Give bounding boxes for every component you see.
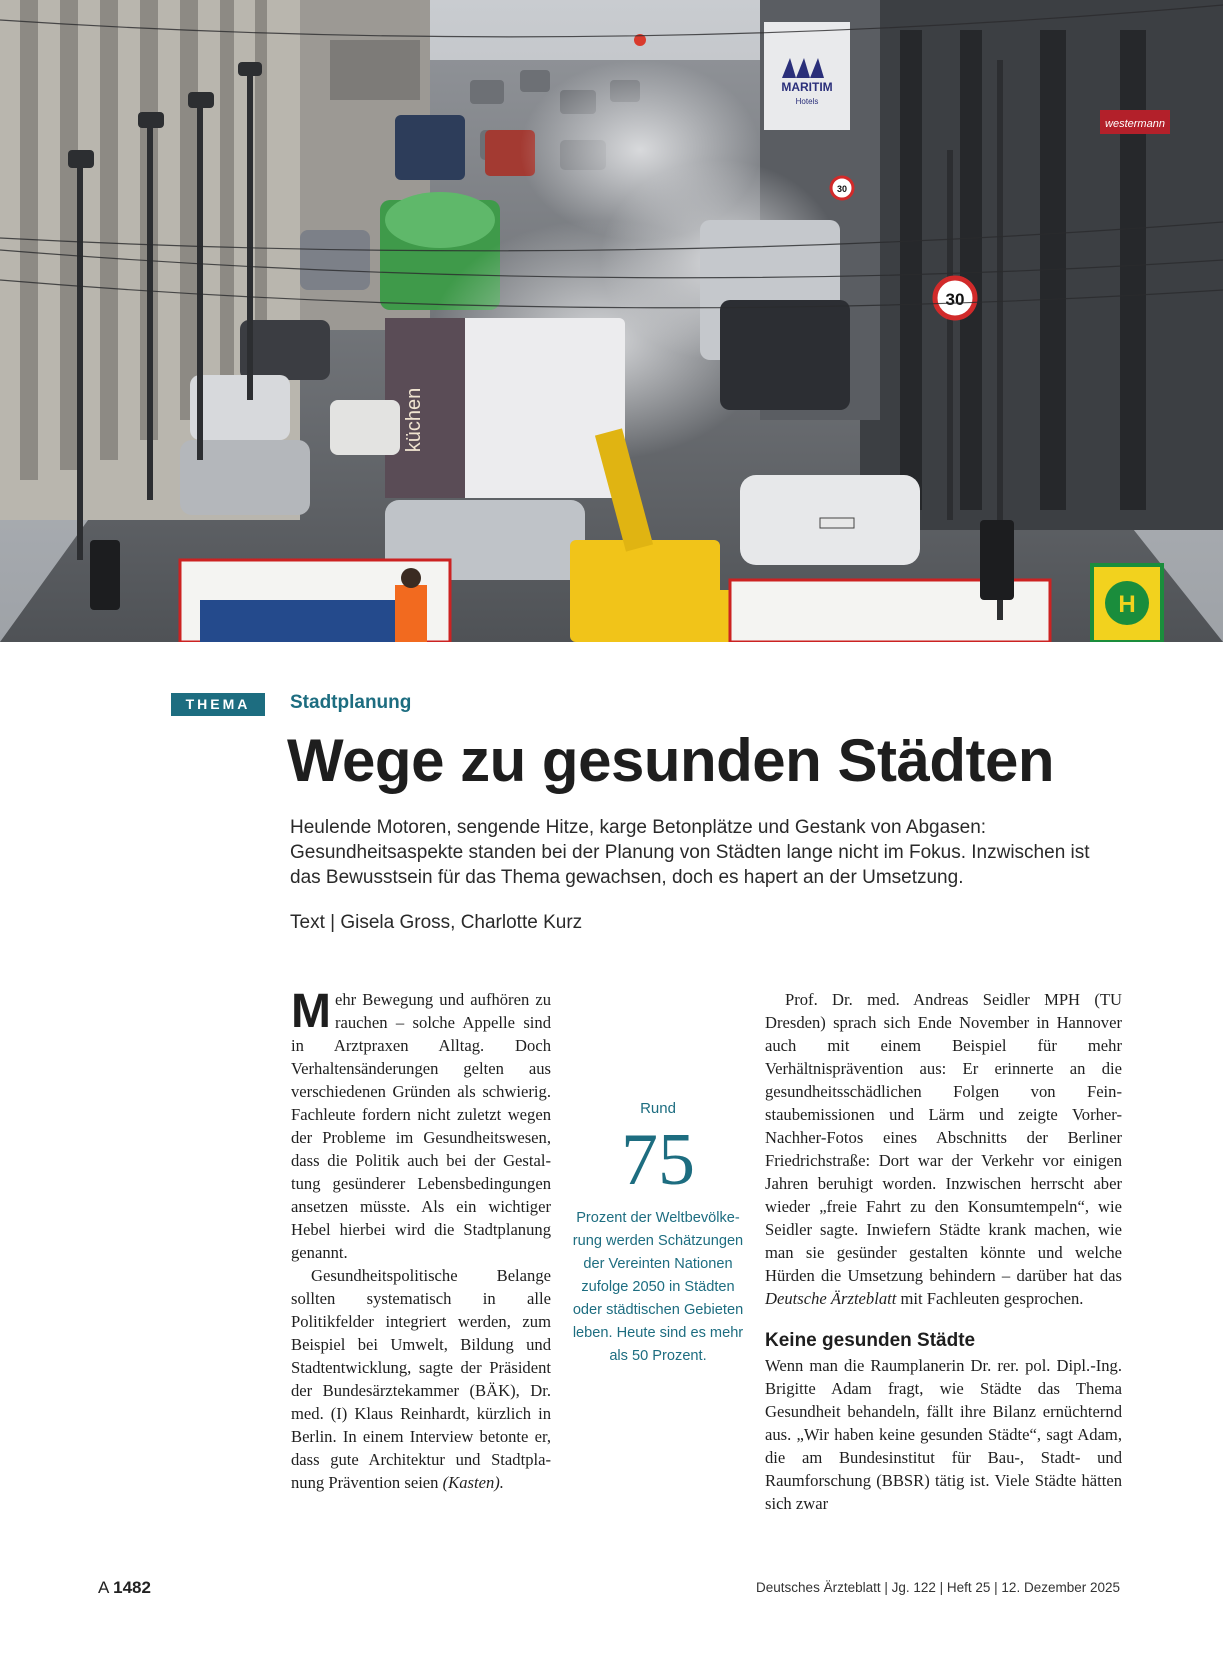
stat-number: 75 [621, 1119, 695, 1201]
section-subheading: Keine gesunden Städte [765, 1330, 976, 1351]
section-tag: THEMA [171, 693, 265, 716]
stat-callout [572, 1100, 744, 1368]
truck-lettering: küchen [403, 387, 425, 453]
publication-source: Deutsches Ärzteblatt | Jg. 122 | Heft 25 | 12. Dezember 2025 [756, 1580, 1120, 1595]
stat-description: Prozent der Weltbevölkerung werden Schätzungen der Vereinten Nationen zufolge 2050 in Städten oder städtischen Gebieten leben. Heute sind es mehr als 50 Prozent. [572, 1210, 744, 1364]
speed-limit-sign-small: 30 [836, 184, 848, 194]
body-paragraph-text: Prof. Dr. med. Andreas Seidler MPH (TU Dresden) sprach sich Ende November in Hannover auch mit einem Beispiel für mehr Verhältnisprävention aus: Er erinnerte an die gesundheitsschädlichen Folgen von Feinstaubemissionen und Lärm und zeigte Vorher-Nachher-Fotos eines Abschnitts der Berliner Friedrichstraße: Dort war der Verkehr vor einigen Jahren beruhigt worden. Inzwischen herrscht aber wieder „freie Fahrt zu den Konsumtempeln“, wie Seidler sagte. Inwiefern Städte krank machen, wie man sie gesünder gestalten könnte und welche Hürden die Umsetzung behindern – darüber hat das [765, 990, 1122, 1285]
body-paragraph [291, 1264, 551, 1494]
street-scene-illustration [0, 0, 1223, 642]
body-paragraph-text: mit Fachleuten gesprochen. [896, 1289, 1084, 1308]
body-column-right [765, 988, 1122, 1515]
speed-limit-sign: 30 [945, 290, 965, 309]
stat-prefix: Rund [640, 1100, 676, 1117]
svg-text:H: H [1118, 591, 1136, 618]
body-paragraph-text: Wenn man die Raumplanerin Dr. rer. pol. Dipl.-Ing. Brigitte Adam fragt, wie Städte das Thema Gesundheit behandeln, fällt ihre Bilanz ernüchternd aus. „Wir haben keine gesunden Städte“, sagt Adam, die am Bundesinstitut für Bau-, Stadt- und Raumforschung (BBSR) tätig ist. Viele Städte hätten sich zwar [765, 1356, 1122, 1513]
box-reference: (Kasten). [442, 1473, 504, 1492]
publication-name: Deutsche Ärzteblatt [765, 1289, 897, 1308]
body-paragraph-text: ehr Bewegung und aufhören zu rauchen – solche Appelle sind in Arztpraxen Alltag. Doch Verhaltensänderungen gelten aus verschiedenen Gründen als schwierig. Fachleute fordern nicht zuletzt wegen der Probleme im Gesundheitswesen, dass die Politik auch bei der Gestaltung gesünderer Lebensbedingungen ansetzen müsste. Als ein wichtiger Hebel hierbei wird die Stadtplanung genannt. [291, 990, 551, 1262]
section-topic: Stadtplanung [290, 692, 412, 713]
page-number: 1482 [113, 1578, 151, 1597]
body-paragraph-text: Gesundheitspolitische Belange sollten systematisch in alle Politikfelder integriert werden, zum Beispiel bei Umwelt, Bildung und Stadtentwicklung, sagte der Präsident der Bundesärztekammer (BÄK), Dr. med. (I) Klaus Reinhardt, kürzlich in Berlin. In einem Interview betonte er, dass gute Architektur und Stadtplanung Prävention seien [291, 1266, 551, 1492]
article-title: Wege zu gesunden Städten [287, 727, 1054, 794]
body-column-left [291, 985, 551, 1494]
maritim-sign-sub: Hotels [795, 97, 819, 106]
page-prefix: A [98, 1578, 109, 1597]
body-paragraph [765, 988, 1122, 1310]
hero-photo [0, 0, 1223, 642]
article-byline: Text | Gisela Gross, Charlotte Kurz [290, 912, 583, 933]
maritim-sign: MARITIM [781, 80, 833, 94]
article-lead: Heulende Motoren, sengende Hitze, karge Betonplätze und Gestank von Abgasen: Gesundheitsaspekte standen bei der Planung von Städten lange nicht im Fokus. Inzwischen ist das Bewusstsein für das Thema gewachsen, doch es hapert an der Umsetzung. [290, 817, 1090, 888]
page-folio [98, 1578, 151, 1598]
westermann-sign: westermann [1105, 118, 1165, 130]
body-paragraph [765, 1354, 1122, 1515]
body-paragraph [291, 985, 551, 1264]
drop-cap: M [291, 985, 331, 1038]
